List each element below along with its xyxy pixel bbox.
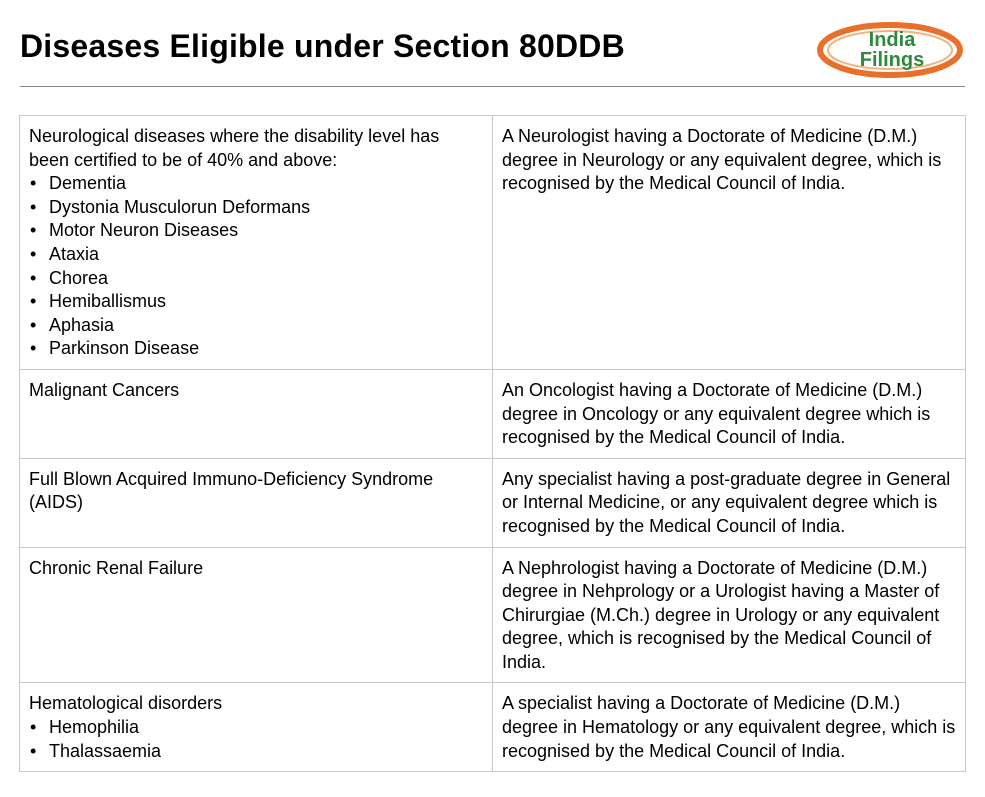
bullet-icon: • <box>30 173 37 194</box>
bullet-icon: • <box>30 243 37 264</box>
disease-list-item-label: Aphasia <box>49 314 115 335</box>
disease-list-item-label: Motor Neuron Diseases <box>49 220 239 241</box>
header-divider <box>20 86 965 87</box>
disease-list-item <box>29 267 483 291</box>
disease-list-item-label: Hemiballismus <box>49 291 167 312</box>
disease-list-item-label: Hemophilia <box>49 717 140 738</box>
specialist-cell: An Oncologist having a Doctorate of Medicine (D.M.) degree in Oncology or any equivalent degree which is recognised by the Medical Council of India. <box>493 369 966 458</box>
disease-list-item <box>29 172 483 196</box>
disease-cell <box>20 683 493 772</box>
disease-cell <box>20 369 493 458</box>
disease-list <box>29 172 483 361</box>
disease-list-item-label: Ataxia <box>49 243 100 264</box>
disease-list <box>29 716 483 763</box>
disease-list-item <box>29 196 483 220</box>
table-row <box>20 458 966 547</box>
disease-cell <box>20 458 493 547</box>
specialist-cell: A Neurologist having a Doctorate of Medicine (D.M.) degree in Neurology or any equivalent degree, which is recognised by the Medical Council of India. <box>493 116 966 370</box>
disease-name: Neurological diseases where the disability level has been certified to be of 40% and above: <box>29 126 440 170</box>
disease-list-item <box>29 219 483 243</box>
table-row <box>20 369 966 458</box>
bullet-icon: • <box>30 291 37 312</box>
disease-list-item-label: Chorea <box>49 267 109 288</box>
bullet-icon: • <box>30 267 37 288</box>
bullet-icon: • <box>30 717 37 738</box>
disease-list-item <box>29 716 483 740</box>
table-row <box>20 683 966 772</box>
bullet-icon: • <box>30 220 37 241</box>
disease-name: Full Blown Acquired Immuno-Deficiency Syndrome (AIDS) <box>29 468 434 513</box>
table-row <box>20 116 966 370</box>
disease-list-item-label: Dementia <box>49 173 127 194</box>
specialist-cell: Any specialist having a post-graduate degree in General or Internal Medicine, or any equivalent degree which is recognised by the Medical Council of India. <box>493 458 966 547</box>
disease-list-item-label: Thalassaemia <box>49 740 162 761</box>
disease-list-item <box>29 337 483 361</box>
page-title: Diseases Eligible under Section 80DDB <box>20 28 625 64</box>
disease-name: Malignant Cancers <box>29 379 180 400</box>
bullet-icon: • <box>30 196 37 217</box>
disease-list-item <box>29 243 483 267</box>
disease-list-item <box>29 290 483 314</box>
disease-list-item <box>29 740 483 764</box>
disease-list-item-label: Parkinson Disease <box>49 338 200 359</box>
bullet-icon: • <box>30 338 37 359</box>
specialist-cell: A Nephrologist having a Doctorate of Medicine (D.M.) degree in Nehprology or a Urologist having a Master of Chirurgiae (M.Ch.) degree in Urology or any equivalent degree, which is recognised by the Medical Council of India. <box>493 547 966 683</box>
disease-list-item-label: Dystonia Musculorun Deformans <box>49 196 311 217</box>
india-filings-logo <box>816 21 964 79</box>
logo-text-line2: Filings <box>859 49 925 71</box>
diseases-table <box>19 115 966 772</box>
disease-name: Chronic Renal Failure <box>29 557 204 578</box>
bullet-icon: • <box>30 740 37 761</box>
logo-text-line1: India <box>868 29 916 51</box>
disease-name: Hematological disorders <box>29 693 223 714</box>
disease-cell <box>20 116 493 370</box>
disease-list-item <box>29 314 483 338</box>
table-row <box>20 547 966 683</box>
specialist-cell: A specialist having a Doctorate of Medicine (D.M.) degree in Hematology or any equivalent degree, which is recognised by the Medical Council of India. <box>493 683 966 772</box>
bullet-icon: • <box>30 314 37 335</box>
disease-cell <box>20 547 493 683</box>
